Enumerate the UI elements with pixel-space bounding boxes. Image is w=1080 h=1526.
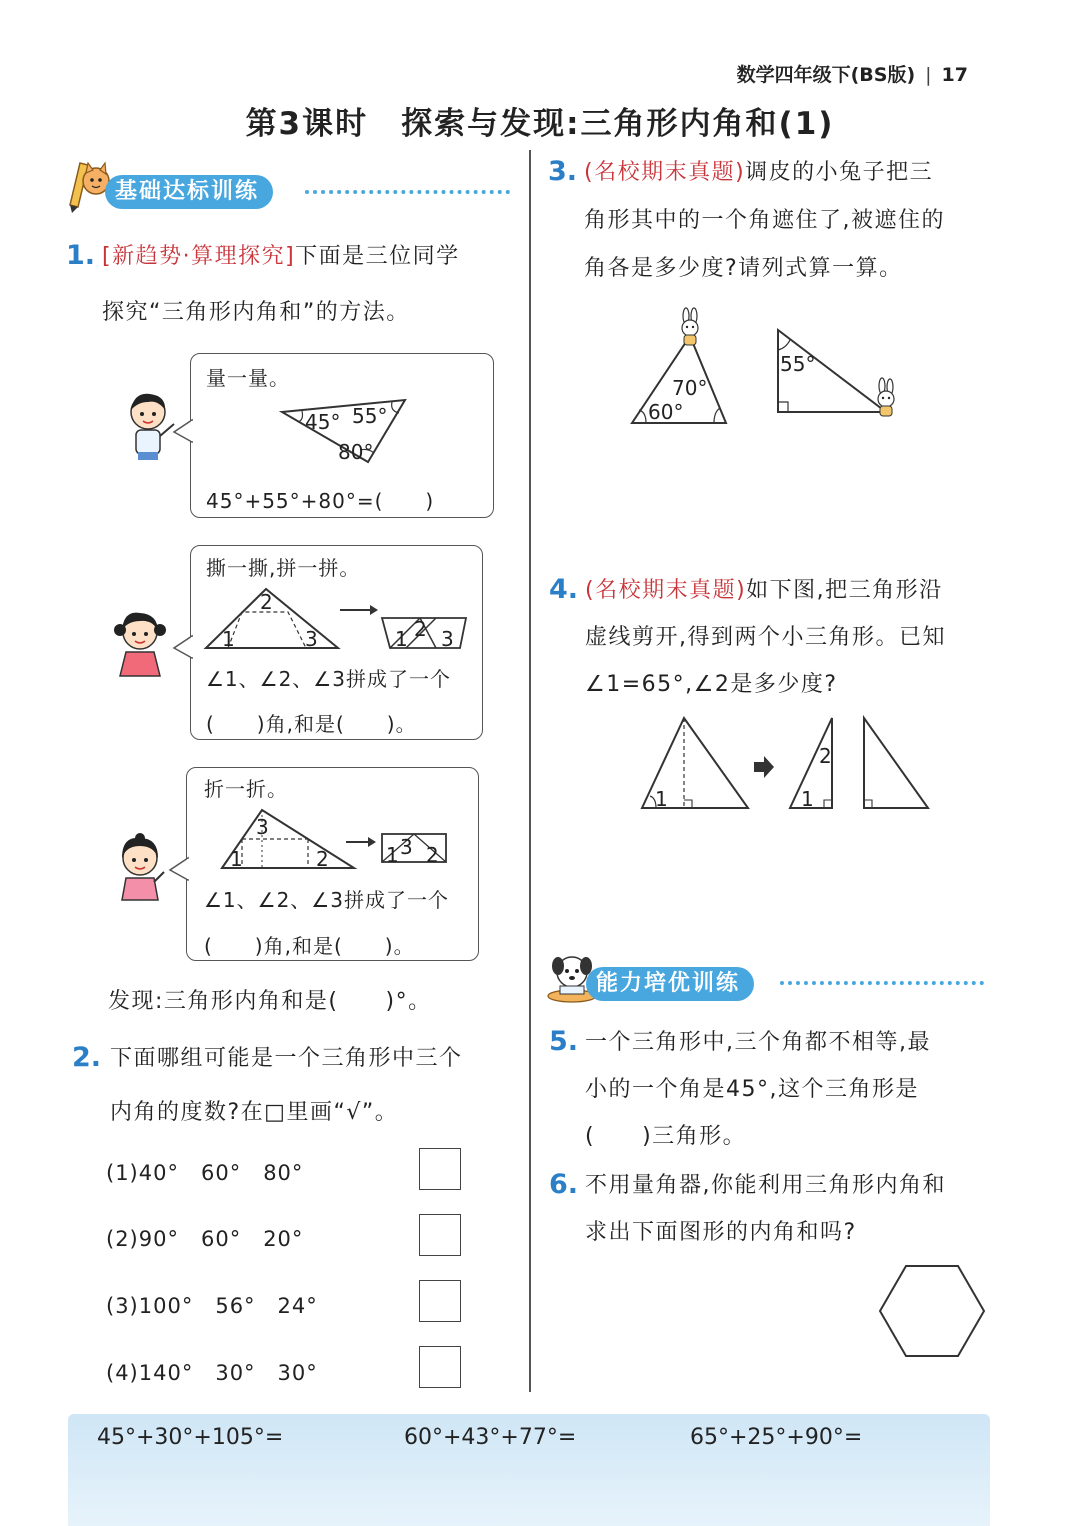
question-6-line1: 不用量角器,你能利用三角形内角和 <box>585 1173 946 1198</box>
girl-student-icon <box>110 834 170 909</box>
tear-angle-1: 1 <box>222 627 235 651</box>
question-3-tag: (名校期末真题) <box>584 160 746 185</box>
question-6-number: 6. <box>549 1169 579 1200</box>
question-4-number: 4. <box>549 574 579 605</box>
column-divider <box>529 150 531 1392</box>
pencil-cat-icon <box>62 155 112 213</box>
folded-angle-2: 2 <box>426 843 439 867</box>
option-4: (4)140° 30° 30° <box>106 1361 318 1385</box>
question-5-number: 5. <box>549 1026 579 1057</box>
question-4-line2: 虚线剪开,得到两个小三角形。已知 <box>585 625 946 650</box>
section-banner-basic: 基础达标训练 <box>105 175 273 209</box>
question-2-line2: 内角的度数?在□里画“√”。 <box>110 1100 399 1125</box>
question-5-line1: 一个三角形中,三个角都不相等,最 <box>585 1030 931 1055</box>
hexagon-figure <box>876 1264 988 1360</box>
measure-equation: 45°+55°+80°=( ) <box>206 489 435 513</box>
rearranged-angle-1: 1 <box>395 627 408 651</box>
header-separator: | <box>925 64 932 86</box>
answer-checkbox-3[interactable] <box>419 1280 461 1322</box>
girl-student-icon <box>110 608 170 683</box>
angle-label: 45° <box>305 410 341 434</box>
q3-angle-55: 55° <box>780 352 816 376</box>
fold-triangle-figure <box>218 806 450 870</box>
question-5-line2: 小的一个角是45°,这个三角形是 <box>585 1077 919 1102</box>
tear-angle-3: 3 <box>305 627 318 651</box>
fold-angle-3: 3 <box>256 815 269 839</box>
question-1-text: 下面是三位同学 <box>295 244 460 269</box>
rearranged-angle-2: 2 <box>414 617 427 641</box>
book-title: 数学四年级下(BS版) <box>736 64 916 86</box>
question-3-line3: 角各是多少度?请列式算一算。 <box>584 256 903 281</box>
question-1-line2: 探究“三角形内角和”的方法。 <box>102 300 410 325</box>
tear-line2: ( )角,和是( )。 <box>206 712 417 736</box>
page-number: 17 <box>941 64 968 86</box>
question-3-line2: 角形其中的一个角遮住了,被遮住的 <box>584 208 945 233</box>
tear-triangle-figure <box>204 586 470 650</box>
question-1-finding: 发现:三角形内角和是( )°。 <box>108 989 432 1014</box>
tear-title: 撕一撕,拼一拼。 <box>206 556 361 580</box>
fold-line1: ∠1、∠2、∠3拼成了一个 <box>204 888 449 912</box>
fold-title: 折一折。 <box>204 777 288 801</box>
banner-dotted-line <box>780 981 984 985</box>
question-4-line3: ∠1=65°,∠2是多少度? <box>585 672 838 697</box>
option-1: (1)40° 60° 80° <box>106 1161 304 1185</box>
question-1-tag: [新趋势·算理探究] <box>102 244 296 269</box>
angle-label: 55° <box>352 404 388 428</box>
fold-angle-2: 2 <box>316 847 329 871</box>
mental-math-item: 60°+43°+77°= <box>404 1425 577 1450</box>
option-2: (2)90° 60° 20° <box>106 1227 304 1251</box>
q4-cut-figure <box>638 714 932 812</box>
page-header <box>737 60 968 87</box>
speech-pointer <box>172 418 194 444</box>
banner-dotted-line <box>305 190 510 194</box>
speech-pointer <box>168 856 190 882</box>
question-1-number: 1. <box>66 240 96 271</box>
tear-angle-2: 2 <box>260 590 273 614</box>
angle-label: 80° <box>338 440 374 464</box>
rabbit-icon <box>868 378 904 418</box>
fold-line2: ( )角,和是( )。 <box>204 934 415 958</box>
question-1-line1 <box>102 242 460 272</box>
answer-checkbox-4[interactable] <box>419 1346 461 1388</box>
rearranged-angle-3: 3 <box>441 627 454 651</box>
speech-pointer <box>172 634 194 660</box>
tear-line1: ∠1、∠2、∠3拼成了一个 <box>206 667 451 691</box>
question-3-text: 调皮的小兔子把三 <box>745 160 934 185</box>
mental-math-item: 65°+25°+90°= <box>690 1425 863 1450</box>
q3-angle-70: 70° <box>672 376 708 400</box>
question-2-line1: 下面哪组可能是一个三角形中三个 <box>110 1046 463 1071</box>
question-6-line2: 求出下面图形的内角和吗? <box>585 1220 857 1245</box>
answer-checkbox-1[interactable] <box>419 1148 461 1190</box>
question-5-line3: ( )三角形。 <box>585 1124 747 1149</box>
q4-angle-1-small: 1 <box>801 787 814 811</box>
folded-angle-3: 3 <box>400 835 413 859</box>
measure-title: 量一量。 <box>206 366 290 390</box>
mental-math-item: 45°+30°+105°= <box>97 1425 284 1450</box>
lesson-title: 第3课时 探索与发现:三角形内角和(1) <box>245 106 835 142</box>
q4-angle-1: 1 <box>655 787 668 811</box>
question-3-number: 3. <box>548 156 578 187</box>
q4-angle-2: 2 <box>819 744 832 768</box>
boy-student-icon <box>120 390 180 465</box>
question-3-line1 <box>584 158 933 188</box>
section-banner-advanced: 能力培优训练 <box>586 967 754 1001</box>
folded-angle-1: 1 <box>386 843 399 867</box>
rabbit-icon <box>674 308 704 348</box>
question-4-text: 如下图,把三角形沿 <box>746 578 943 603</box>
option-3: (3)100° 56° 24° <box>106 1294 318 1318</box>
question-4-tag: (名校期末真题) <box>585 578 747 603</box>
question-4-line1 <box>585 576 943 606</box>
answer-checkbox-2[interactable] <box>419 1214 461 1256</box>
question-2-number: 2. <box>72 1042 102 1073</box>
q3-angle-60: 60° <box>648 400 684 424</box>
fold-angle-1: 1 <box>230 847 243 871</box>
